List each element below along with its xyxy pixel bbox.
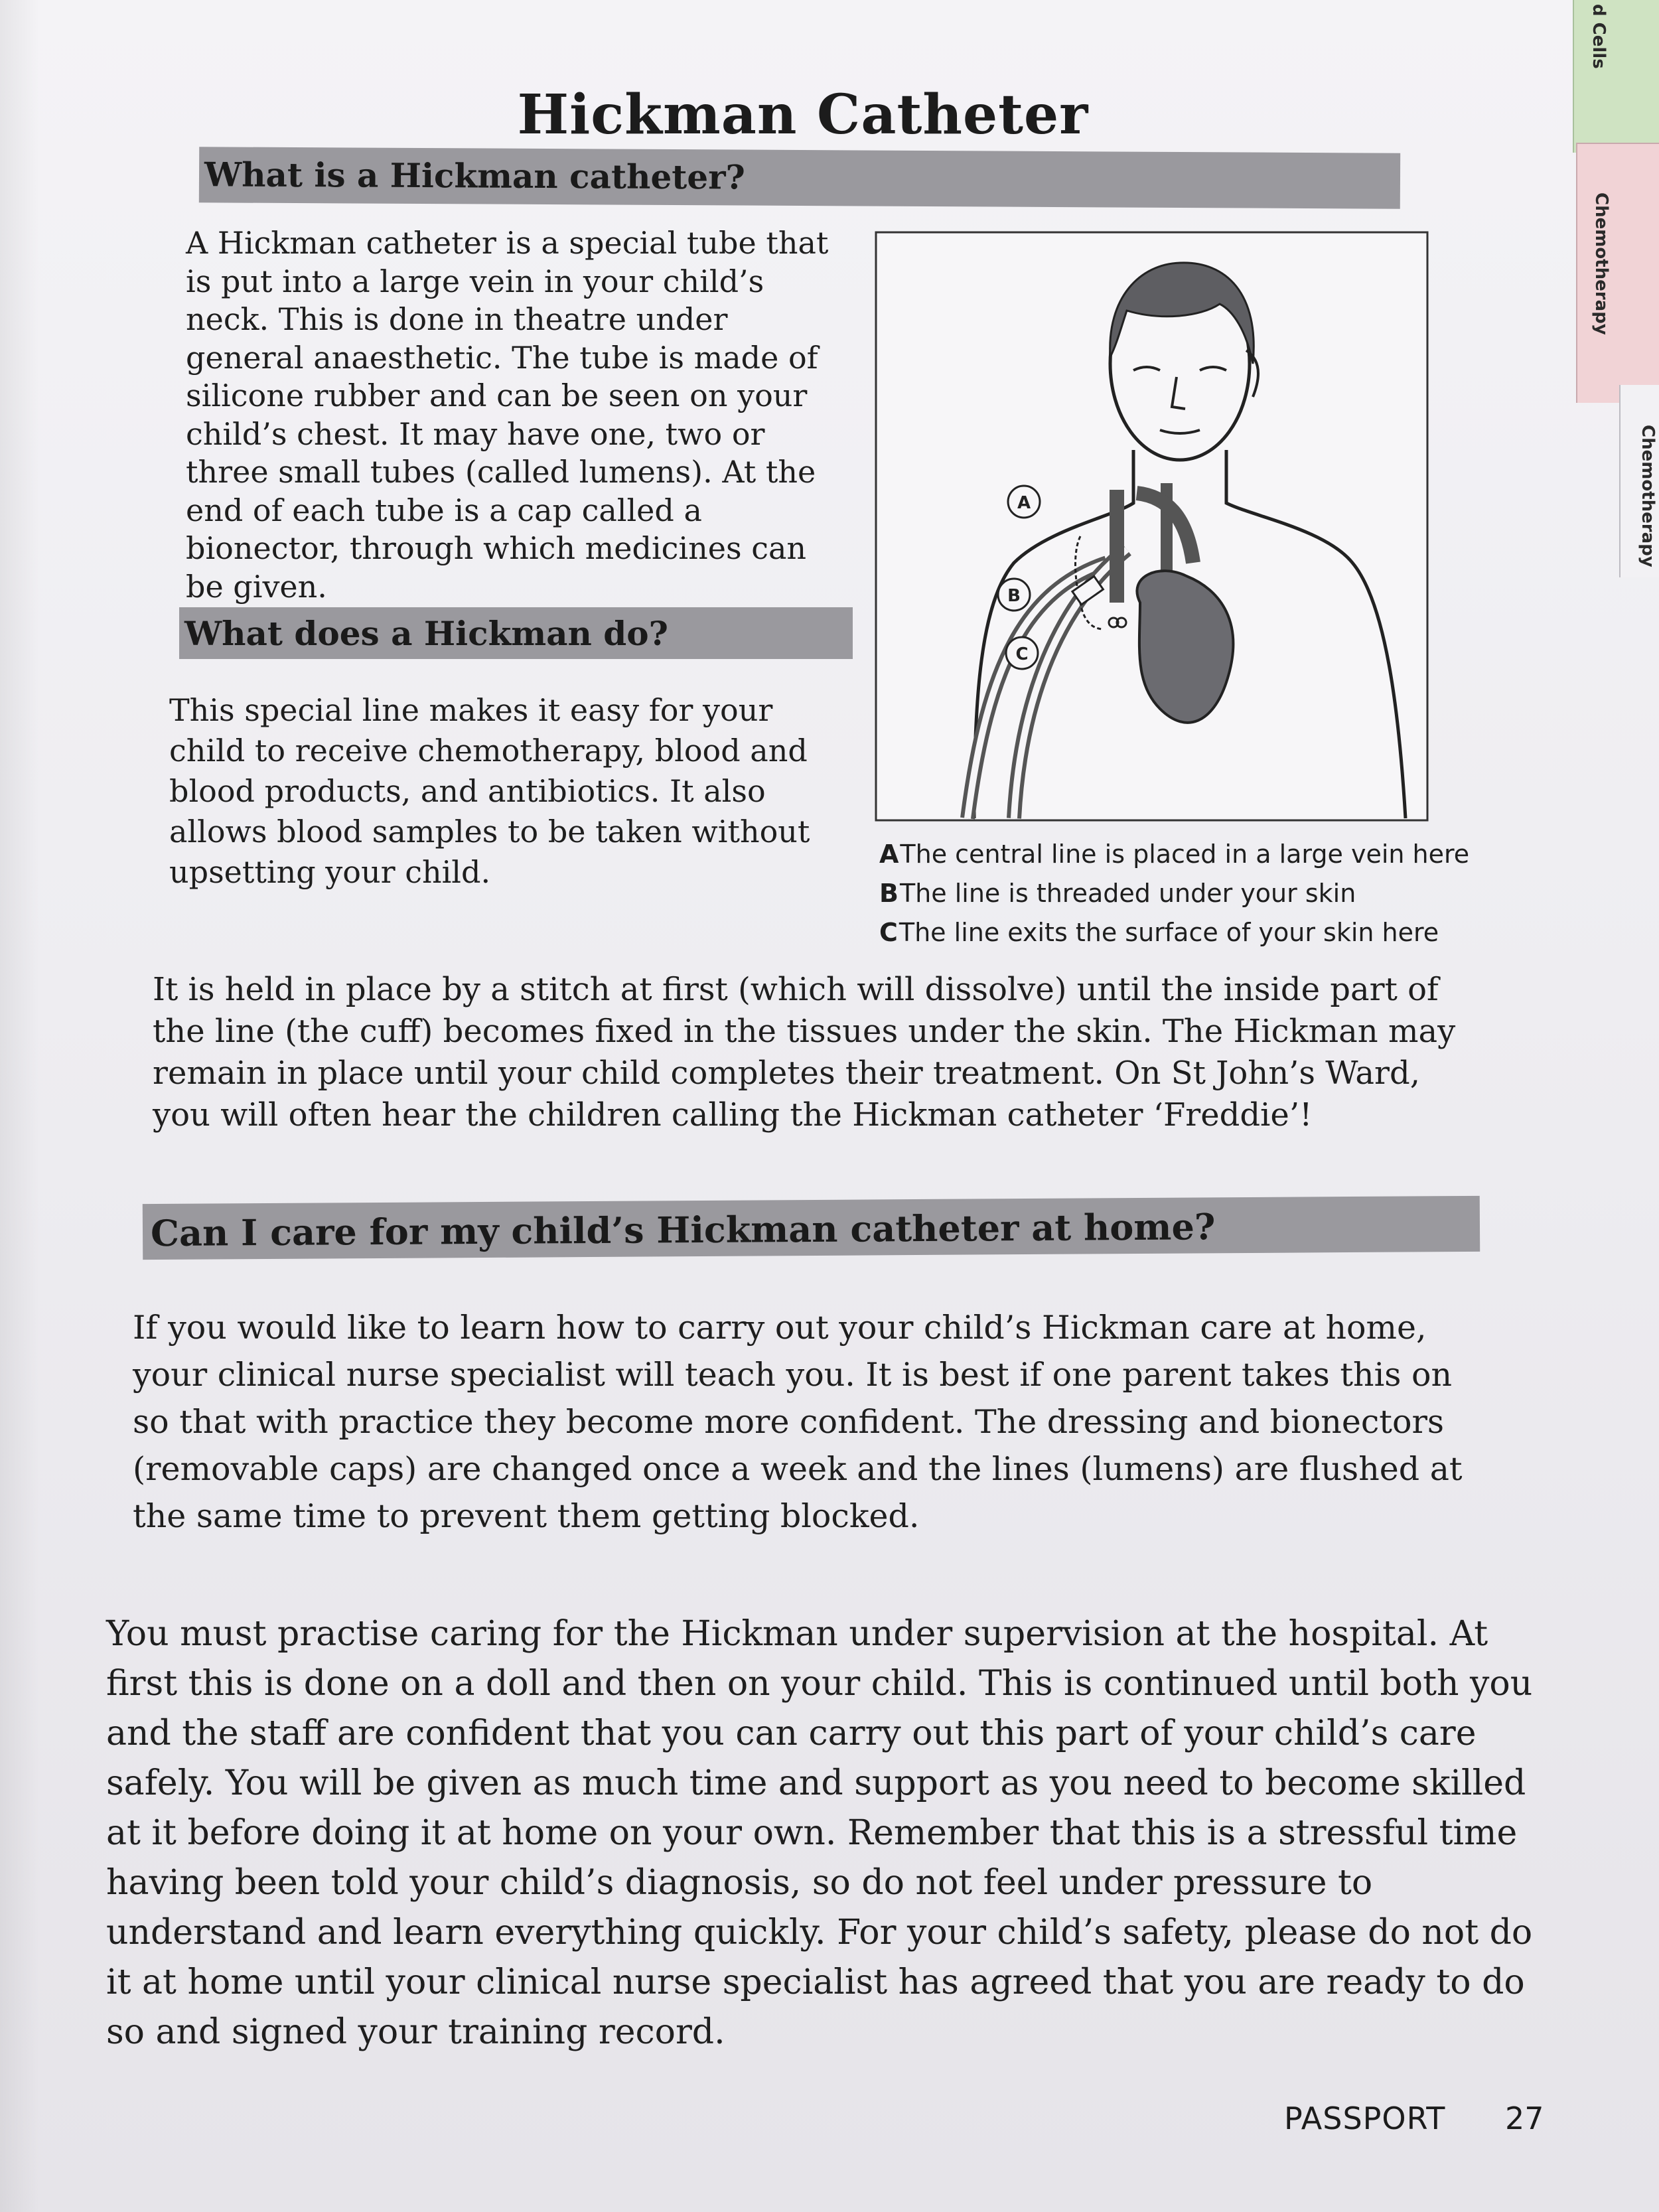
paragraph-what-does: This special line makes it easy for your child to receive chemotherapy, blood and blood products, and antibiotics. It also allows blood samples to be taken without upsetting your child. [169,692,810,890]
tab-label-chemotherapy[interactable]: Chemotherapy [1591,192,1611,335]
page-title: Hickman Catheter [517,82,1089,147]
hickman-illustration [875,231,1429,822]
paragraph-care-2: You must practise caring for the Hickman under supervision at the hospital. At first this is done on a doll and then on your child. This is continued until both you and the staff are confident that you can carry out this part of your child’s care safely. You will be given as much time and support as you need to become skilled at it before doing it at home on your own. Remember that this is a stressful time having been told your child’s diagnosis, so do not feel under pressure to understand and learn everything quickly. For your child’s safety, please do not do it at home until your clinical nurse specialist has agreed that you are ready to do so and signed your training record. [106,1614,1533,2052]
tab-pink [1576,143,1659,403]
caption-b: BThe line is threaded under your skin [879,879,1356,908]
section-heading-what-is: What is a Hickman catheter? [199,147,1400,208]
marker-b-label: B [1007,586,1021,606]
paragraph-what-is: A Hickman catheter is a special tube that is put into a large vein in your child’s neck. This is done in theatre under general anaesthetic. The tube is made of silicone rubber and can be seen on your child’s chest. It may have one, two or three small tubes (called lumens). At the end of each tube is a cap called a bionector, through which medicines can be given. [186,225,829,605]
page-shadow [0,0,40,2212]
marker-a-label: A [1017,493,1031,513]
caption-a: AThe central line is placed in a large vein here [879,840,1470,869]
tab-label-chemotherapy-2[interactable]: Chemotherapy [1638,425,1658,567]
caption-c: CThe line exits the surface of your skin here [879,918,1439,947]
tab-label-cells[interactable]: d Cells [1589,4,1609,69]
footer-label: PASSPORT [1284,2101,1446,2136]
paragraph-held-in-place: It is held in place by a stitch at first (which will dissolve) until the inside part of the line (the cuff) becomes fixed in the tissues under the skin. The Hickman may remain in place until your child completes their treatment. On St John’s Ward, you will often hear the children calling the Hickman catheter ‘Freddie’! [153,971,1456,1134]
paragraph-care-1: If you would like to learn how to carry out your child’s Hickman care at home, your clinical nurse specialist will teach you. It is best if one parent takes this on so that with practice they become more confident. The dressing and bionectors (removable caps) are changed once a week and the lines (lumens) are flushed at the same time to prevent them getting blocked. [133,1309,1463,1535]
section-heading-what-does: What does a Hickman do? [179,607,853,659]
section-heading-care-at-home: Can I care for my child’s Hickman catheter at home? [143,1196,1480,1260]
illustration-caption [879,835,1490,952]
marker-c-label: C [1015,644,1029,664]
page-number: 27 [1505,2101,1544,2136]
